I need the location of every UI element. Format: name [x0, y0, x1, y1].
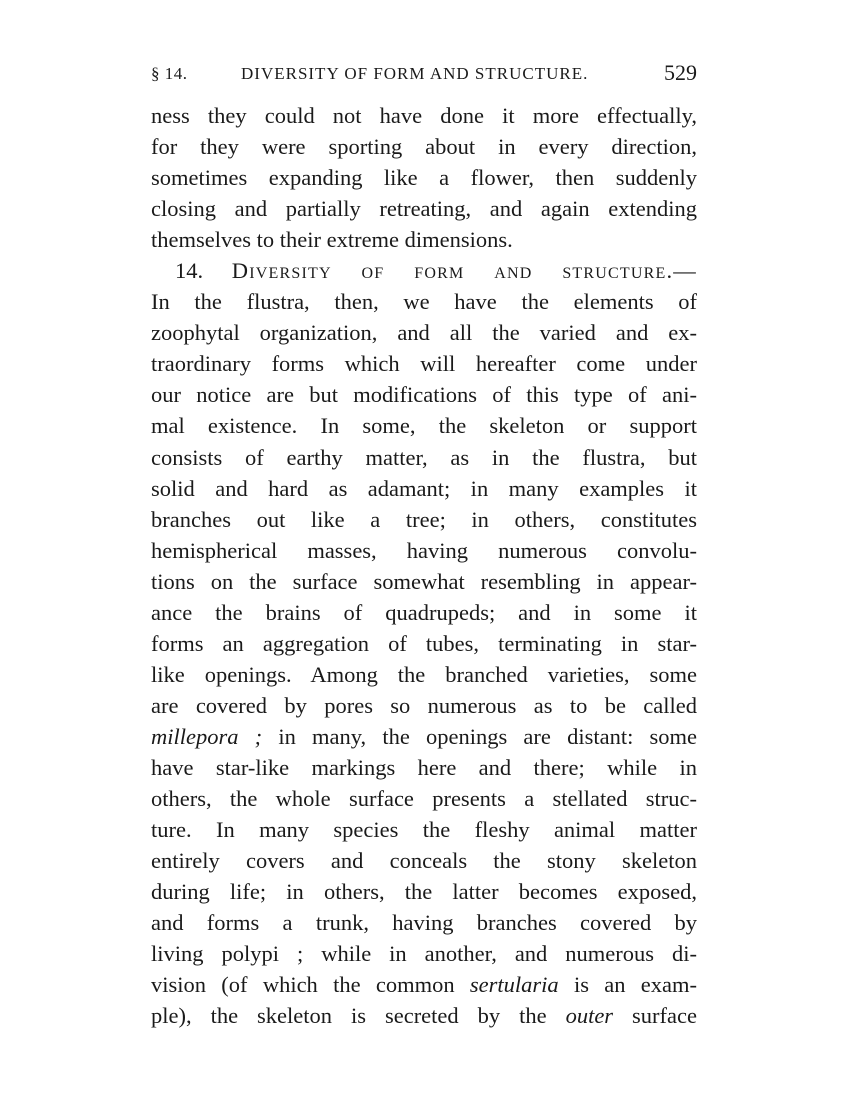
text-span: vision (of which the common	[151, 972, 470, 998]
text-line: like openings. Among the branched varieties, some	[151, 661, 697, 687]
text-line: forms an aggregation of tubes, terminating in star-	[151, 630, 697, 656]
text-line: consists of earthy matter, as in the flustra, but	[151, 444, 697, 470]
text-line: traordinary forms which will hereafter come under	[151, 351, 697, 377]
text-span: is an exam-	[558, 972, 697, 998]
italic-term: millepora ;	[151, 723, 263, 749]
text-line: are covered by pores so numerous as to be called	[151, 692, 697, 718]
text-line: and forms a trunk, having branches covered by	[151, 910, 697, 936]
running-header	[151, 58, 697, 88]
page-number: 529	[664, 60, 697, 85]
text-line: for they were sporting about in every direction,	[151, 134, 697, 160]
text-line: our notice are but modifications of this type of ani-	[151, 382, 697, 408]
italic-term: outer	[565, 1003, 614, 1029]
text-line: tions on the surface somewhat resembling in appear-	[151, 568, 697, 594]
running-title: DIVERSITY OF FORM AND STRUCTURE.	[241, 64, 589, 83]
section-heading: Diversity of form and structure.—	[231, 258, 697, 284]
text-line: themselves to their extreme dimensions.	[151, 227, 513, 253]
text-line: have star-like markings here and there; while in	[151, 754, 697, 780]
text-line: In the flustra, then, we have the elements of	[151, 289, 697, 315]
text-line: ture. In many species the fleshy animal matter	[151, 817, 697, 843]
text-line: living polypi ; while in another, and numerous di-	[151, 941, 697, 967]
text-span: in many, the openings are distant: some	[262, 723, 697, 749]
section-marker: § 14.	[151, 64, 188, 83]
text-line	[151, 1000, 697, 1031]
text-line: zoophytal organization, and all the varied and ex-	[151, 320, 697, 346]
text-line: entirely covers and conceals the stony skeleton	[151, 848, 697, 874]
text-span: ple), the skeleton is secreted by the	[151, 1003, 566, 1029]
text-line	[151, 969, 697, 1000]
italic-term: sertularia	[469, 972, 559, 998]
text-line: sometimes expanding like a flower, then suddenly	[151, 165, 697, 191]
text-span: surface	[613, 1003, 697, 1029]
text-line: mal existence. In some, the skeleton or support	[151, 413, 697, 439]
section-heading-line	[151, 255, 697, 286]
text-line: solid and hard as adamant; in many examples it	[151, 475, 697, 501]
text-line: closing and partially retreating, and again extending	[151, 196, 697, 222]
section-number: 14.	[175, 258, 204, 284]
text-line: branches out like a tree; in others, constitutes	[151, 506, 697, 532]
text-line: hemispherical masses, having numerous convolu-	[151, 537, 697, 563]
text-line: others, the whole surface presents a stellated struc-	[151, 786, 697, 812]
text-line	[151, 721, 697, 752]
text-line: ance the brains of quadrupeds; and in some it	[151, 599, 697, 625]
text-line: during life; in others, the latter becomes exposed,	[151, 879, 697, 905]
body-text	[151, 100, 697, 1031]
text-line: ness they could not have done it more effectually,	[151, 103, 697, 128]
